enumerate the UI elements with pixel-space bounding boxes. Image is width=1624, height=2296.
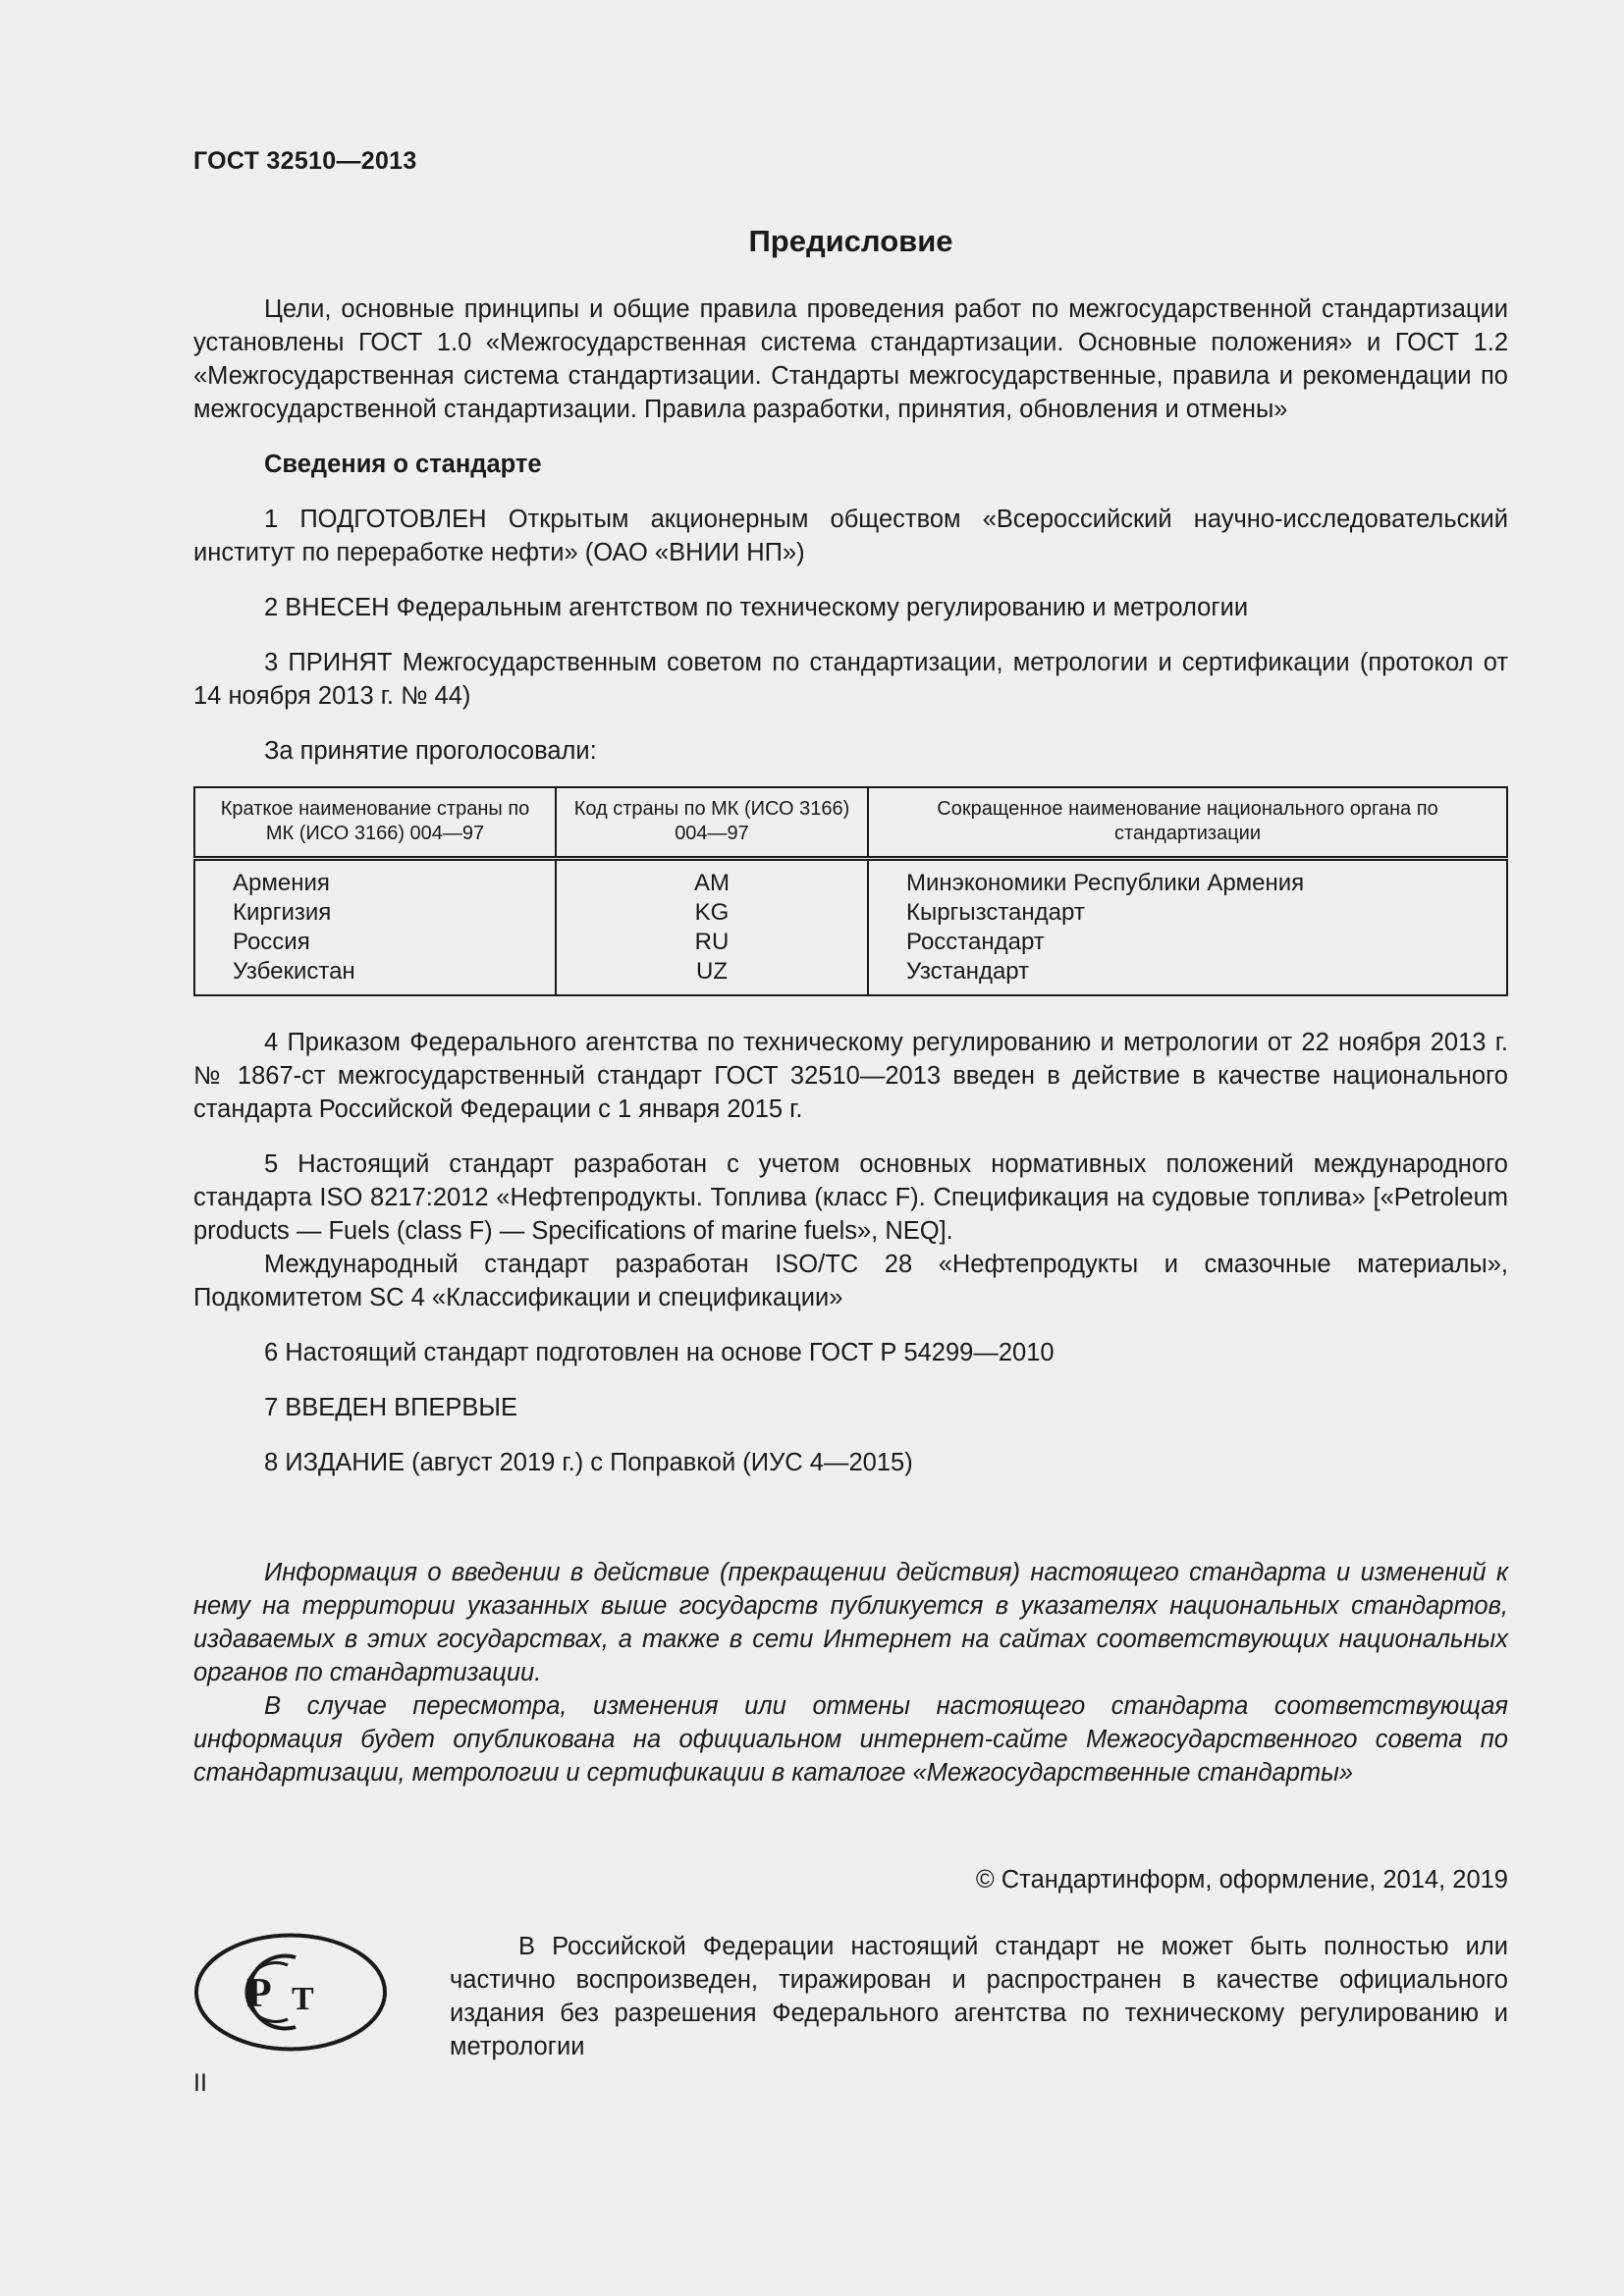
gost-r-certification-mark-icon: [193, 1932, 388, 2053]
main-content: [193, 293, 1508, 1789]
table-cell-body: Росстандарт: [906, 929, 1045, 955]
notice-paragraph-1: Информация о введении в действие (прекращении действия) настоящего стандарта и изменений к нему на территории указанных выше государств публикуется в указателях национальных стандартов, издаваемых в этих государствах, а также в сети Интернет на сайтах соответствующих национальных органов по стандартизации.: [193, 1559, 1508, 1686]
document-code: ГОСТ 32510—2013: [193, 147, 417, 175]
body-column: [868, 859, 1507, 996]
svg-text:Т: Т: [292, 1981, 314, 2017]
voted-label: За принятие проголосовали:: [264, 737, 597, 765]
table-cell-body: Узстандарт: [906, 958, 1030, 985]
item-2: 2 ВНЕСЕН Федеральным агентством по техническому регулированию и метрологии: [264, 594, 1249, 621]
column-header-body: Сокращенное наименование национального органа по стандартизации: [868, 787, 1507, 859]
item-6: 6 Настоящий стандарт подготовлен на основе ГОСТ Р 54299—2010: [264, 1339, 1055, 1366]
item-4: 4 Приказом Федерального агентства по техническому регулированию и метрологии от 22 ноября 2013 г. № 1867-ст межгосударственный стандарт ГОСТ 32510—2013 введен в действие в качестве национального стандарта Российской Федерации с 1 января 2015 г.: [193, 1029, 1508, 1123]
table-header-row: [194, 787, 1507, 859]
intro-paragraph: Цели, основные принципы и общие правила проведения работ по межгосударственной стандартизации установлены ГОСТ 1.0 «Межгосударственная система стандартизации. Основные положения» и ГОСТ 1.2 «Межгосударственная система стандартизации. Стандарты межгосударственные, правила и рекомендации по межгосударственной стандартизации. Правила разработки, принятия, обновления и отмены»: [193, 295, 1508, 423]
country-column: [194, 859, 556, 996]
rights-notice: В Российской Федерации настоящий стандарт не может быть полностью или частично воспроизведен, тиражирован и распространен в качестве официального издания без разрешения Федерального агентства по техническому регулированию и метрологии: [450, 1933, 1508, 2060]
table-cell-country: Узбекистан: [233, 958, 355, 985]
table-cell-code: RU: [694, 929, 730, 955]
table-cell-code: UZ: [696, 958, 728, 985]
page-title: Предисловие: [748, 224, 953, 258]
section-heading: Сведения о стандарте: [264, 451, 542, 478]
table-cell-body: Минэкономики Республики Армения: [906, 870, 1305, 896]
item-5-continuation: Международный стандарт разработан ISO/TC 28 «Нефтепродукты и смазочные материалы», Подкомитетом SC 4 «Классификации и спецификации»: [193, 1251, 1508, 1311]
svg-text:Р: Р: [246, 1971, 272, 2016]
item-8: 8 ИЗДАНИЕ (август 2019 г.) с Поправкой (ИУС 4—2015): [264, 1449, 913, 1476]
voting-table: [193, 786, 1508, 996]
item-3: 3 ПРИНЯТ Межгосударственным советом по стандартизации, метрологии и сертификации (протокол от 14 ноября 2013 г. № 44): [193, 649, 1508, 710]
column-header-code: Код страны по МК (ИСО 3166) 004—97: [556, 787, 868, 859]
code-column: [556, 859, 868, 996]
table-cell-country: Армения: [233, 870, 330, 896]
item-5: 5 Настоящий стандарт разработан с учетом основных нормативных положений международного стандарта ISO 8217:2012 «Нефтепродукты. Топлива (класс F). Спецификация на судовые топлива» [«Petroleum products — Fuels (class F) — Specifications of marine fuels», NEQ].: [193, 1150, 1508, 1245]
item-7: 7 ВВЕДЕН ВПЕРВЫЕ: [264, 1394, 518, 1421]
column-header-country: Краткое наименование страны по МК (ИСО 3166) 004—97: [194, 787, 556, 859]
item-1: 1 ПОДГОТОВЛЕН Открытым акционерным обществом «Всероссийский научно-исследовательский институт по переработке нефти» (ОАО «ВНИИ НП»): [193, 506, 1508, 566]
table-cell-code: AM: [694, 870, 730, 896]
page-number: II: [193, 2069, 207, 2097]
table-cell-code: KG: [694, 899, 730, 926]
copyright-line: © Стандартинформ, оформление, 2014, 2019: [975, 1866, 1508, 1894]
table-cell-country: Киргизия: [233, 899, 332, 926]
notice-block: [193, 1556, 1508, 1789]
table-cell-body: Кыргызстандарт: [906, 899, 1085, 926]
table-body-row: [194, 859, 1507, 996]
notice-paragraph-2: В случае пересмотра, изменения или отмены настоящего стандарта соответствующая информация будет опубликована на официальном интернет-сайте Межгосударственного совета по стандартизации, метрологии и сертификации в каталоге «Межгосударственные стандарты»: [193, 1692, 1508, 1787]
table-cell-country: Россия: [233, 929, 310, 955]
